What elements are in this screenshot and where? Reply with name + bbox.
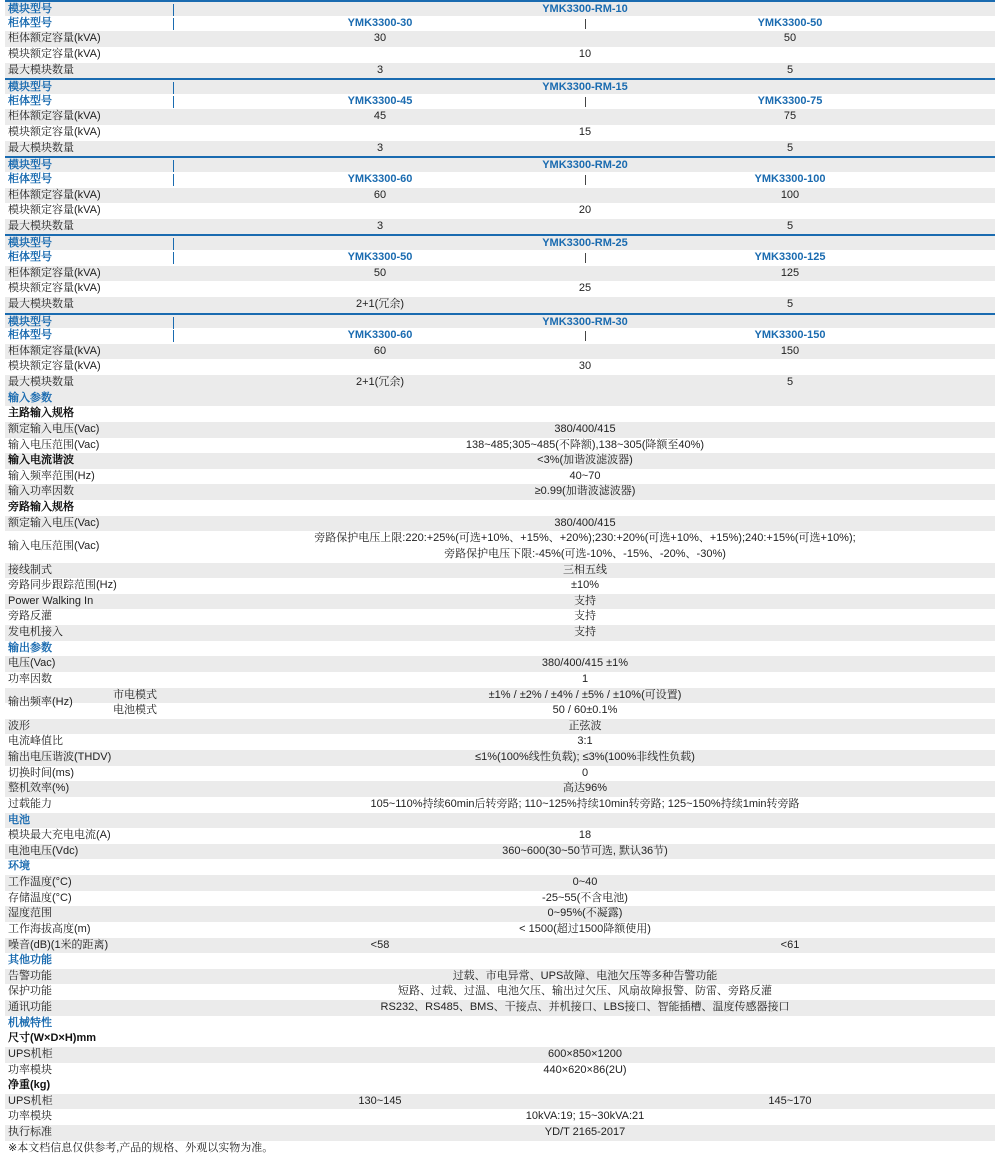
module-dim-row: 功率模块 440×620×86(2U) xyxy=(8,1063,627,1076)
bypass-input-subtitle: 旁路输入规格 xyxy=(8,501,74,513)
battery-voltage-row: 电池电压(Vdc) 360~600(30~50节可选, 默认36节) xyxy=(5,844,995,860)
cabinet-groups xyxy=(5,0,995,391)
wiring-row: 接线制式 三相五线 xyxy=(5,563,995,579)
module-model-row: 模块型号 YMK3300-RM-25 xyxy=(5,234,995,250)
noise-row: 噪音(dB)(1米的距离) <58 <61 xyxy=(5,938,995,954)
module-model-row: 模块型号 YMK3300-RM-10 xyxy=(5,0,995,16)
mechanical-section-title: 机械特性 xyxy=(8,1016,52,1029)
alarm-row: 告警功能 过载、市电异常、UPS故障、电池欠压等多种告警功能 xyxy=(5,969,995,985)
module-capacity-row: 模块额定容量(kVA) 10 xyxy=(8,47,592,60)
op-temp-row: 工作温度(°C) 0~40 xyxy=(5,875,995,891)
output-freq-row: 输出频率(Hz) 市电模式 ±1% / ±2% / ±4% / ±5% / ±10%(可设置) 电池模式 50 / 60±0.1% xyxy=(5,688,995,719)
input-section-title: 输入参数 xyxy=(5,391,995,407)
max-modules-row: 最大模块数量 3 5 xyxy=(5,141,995,157)
output-section-title: 输出参数 xyxy=(8,641,52,654)
module-weight-row: 功率模块 10kVA:19; 15~30kVA:21 xyxy=(8,1110,645,1123)
cabinet-capacity-row: 柜体额定容量(kVA) 30 50 xyxy=(5,31,995,47)
rated-input-voltage-row: 额定输入电压(Vac) 380/400/415 xyxy=(5,422,995,438)
max-modules-row: 最大模块数量 3 5 xyxy=(5,219,995,235)
output-pf-row: 功率因数 1 xyxy=(8,672,589,685)
main-input-subtitle: 主路输入规格 xyxy=(8,407,74,420)
generator-row: 发电机接入 支持 xyxy=(5,625,995,641)
humidity-row: 湿度范围 0~95%(不凝露) xyxy=(5,906,995,922)
cabinet-capacity-row: 柜体额定容量(kVA) 45 75 xyxy=(5,109,995,125)
cabinet-model-row: 柜体型号 YMK3300-60 YMK3300-150 xyxy=(8,329,826,342)
ups-weight-row: UPS机柜 130~145 145~170 xyxy=(5,1094,995,1110)
weight-subtitle: 净重(kg) xyxy=(8,1079,51,1092)
max-modules-row: 最大模块数量 2+1(冗余) 5 xyxy=(5,375,995,391)
thdv-row: 输出电压谐波(THDV) ≤1%(100%线性负载); ≤3%(100%非线性负载) xyxy=(5,750,995,766)
battery-section-title: 电池 xyxy=(5,813,995,829)
bypass-upper-limit: 旁路保护电压上限:220:+25%(可选+10%、+15%、+20%);230:+20%(可选+10%、+15%);240:+15%(可选+10%); xyxy=(314,532,856,545)
module-capacity-row: 模块额定容量(kVA) 20 xyxy=(8,204,592,217)
sync-range-row: 旁路同步跟踪范围(Hz) ±10% xyxy=(8,579,600,592)
power-walking-row: Power Walking In 支持 xyxy=(5,594,995,610)
waveform-row: 波形 正弦波 xyxy=(5,719,995,735)
protection-row: 保护功能 短路、过载、过温、电池欠压、输出过欠压、风扇故障报警、防雷、旁路反灌 xyxy=(8,985,772,998)
other-section-title: 其他功能 xyxy=(8,954,52,967)
input-voltage-range-row: 输入电压范围(Vac) 138~485;305~485(不降额),138~305(降额至40%) xyxy=(8,438,705,451)
altitude-row: 工作海拔高度(m) < 1500(超过1500降额使用) xyxy=(8,922,651,935)
max-modules-row: 最大模块数量 3 5 xyxy=(5,63,995,79)
efficiency-row: 整机效率(%) 高达96% xyxy=(5,781,995,797)
cabinet-capacity-row: 柜体额定容量(kVA) 50 125 xyxy=(5,266,995,282)
input-pf-row: 输入功率因数 ≥0.99(加谐波滤波器) xyxy=(5,484,995,500)
input-thd-row: 输入电流谐波 <3%(加谐波滤波器) xyxy=(5,453,995,469)
standard-row: 执行标准 YD/T 2165-2017 xyxy=(5,1125,995,1141)
charge-current-row: 模块最大充电电流(A) 18 xyxy=(8,829,592,842)
bypass-voltage-range-row: 输入电压范围(Vac) 旁路保护电压上限:220:+25%(可选+10%、+15%、+20%);230:+20%(可选+10%、+15%);240:+15%(可选+10%); 旁路保护电压下限:-45%(可选-10%、-15%、-20%、-30%) xyxy=(5,531,995,562)
environment-section-title: 环境 xyxy=(8,860,30,873)
storage-temp-row: 存储温度(°C) -25~55(不含电池) xyxy=(8,891,628,904)
backfeed-row: 旁路反灌 支持 xyxy=(8,610,596,623)
cabinet-model-row: 柜体型号 YMK3300-30 YMK3300-50 xyxy=(8,16,823,29)
ups-dim-row: UPS机柜 600×850×1200 xyxy=(5,1047,995,1063)
module-model-row: 模块型号 YMK3300-RM-20 xyxy=(5,156,995,172)
module-model-row: 模块型号 YMK3300-RM-15 xyxy=(5,78,995,94)
module-capacity-row: 模块额定容量(kVA) 25 xyxy=(8,282,592,295)
max-modules-row: 最大模块数量 2+1(冗余) 5 xyxy=(5,297,995,313)
spec-sheet xyxy=(5,0,995,1156)
footnote: ※本文档信息仅供参考,产品的规格、外观以实物为准。 xyxy=(8,1141,274,1154)
cabinet-capacity-row: 柜体额定容量(kVA) 60 100 xyxy=(5,188,995,204)
comm-row: 通讯功能 RS232、RS485、BMS、干接点、并机接口、LBS接口、智能插槽、温度传感器接口 xyxy=(5,1000,995,1016)
crest-factor-row: 电流峰值比 3:1 xyxy=(8,735,593,748)
transfer-time-row: 切换时间(ms) 0 xyxy=(8,766,589,779)
cabinet-capacity-row: 柜体额定容量(kVA) 60 150 xyxy=(5,344,995,360)
cabinet-model-row: 柜体型号 YMK3300-60 YMK3300-100 xyxy=(8,172,826,185)
module-capacity-row: 模块额定容量(kVA) 15 xyxy=(8,126,592,138)
output-voltage-row: 电压(Vac) 380/400/415 ±1% xyxy=(5,656,995,672)
dimension-subtitle: 尺寸(W×D×H)mm xyxy=(8,1032,97,1045)
cabinet-model-row: 柜体型号 YMK3300-50 YMK3300-125 xyxy=(8,251,826,263)
module-capacity-row: 模块额定容量(kVA) 30 xyxy=(8,360,592,373)
bypass-rated-voltage-row: 额定输入电压(Vac) 380/400/415 xyxy=(5,516,995,532)
input-freq-range-row: 输入频率范围(Hz) 40~70 xyxy=(8,469,601,482)
overload-row: 过载能力 105~110%持续60min后转旁路; 110~125%持续10min转旁路; 125~150%持续1min转旁路 xyxy=(8,797,800,810)
module-model-row: 模块型号 YMK3300-RM-30 xyxy=(5,313,995,329)
bypass-lower-limit: 旁路保护电压下限:-45%(可选-10%、-15%、-20%、-30%) xyxy=(444,547,726,560)
cabinet-model-row: 柜体型号 YMK3300-45 YMK3300-75 xyxy=(8,94,823,107)
